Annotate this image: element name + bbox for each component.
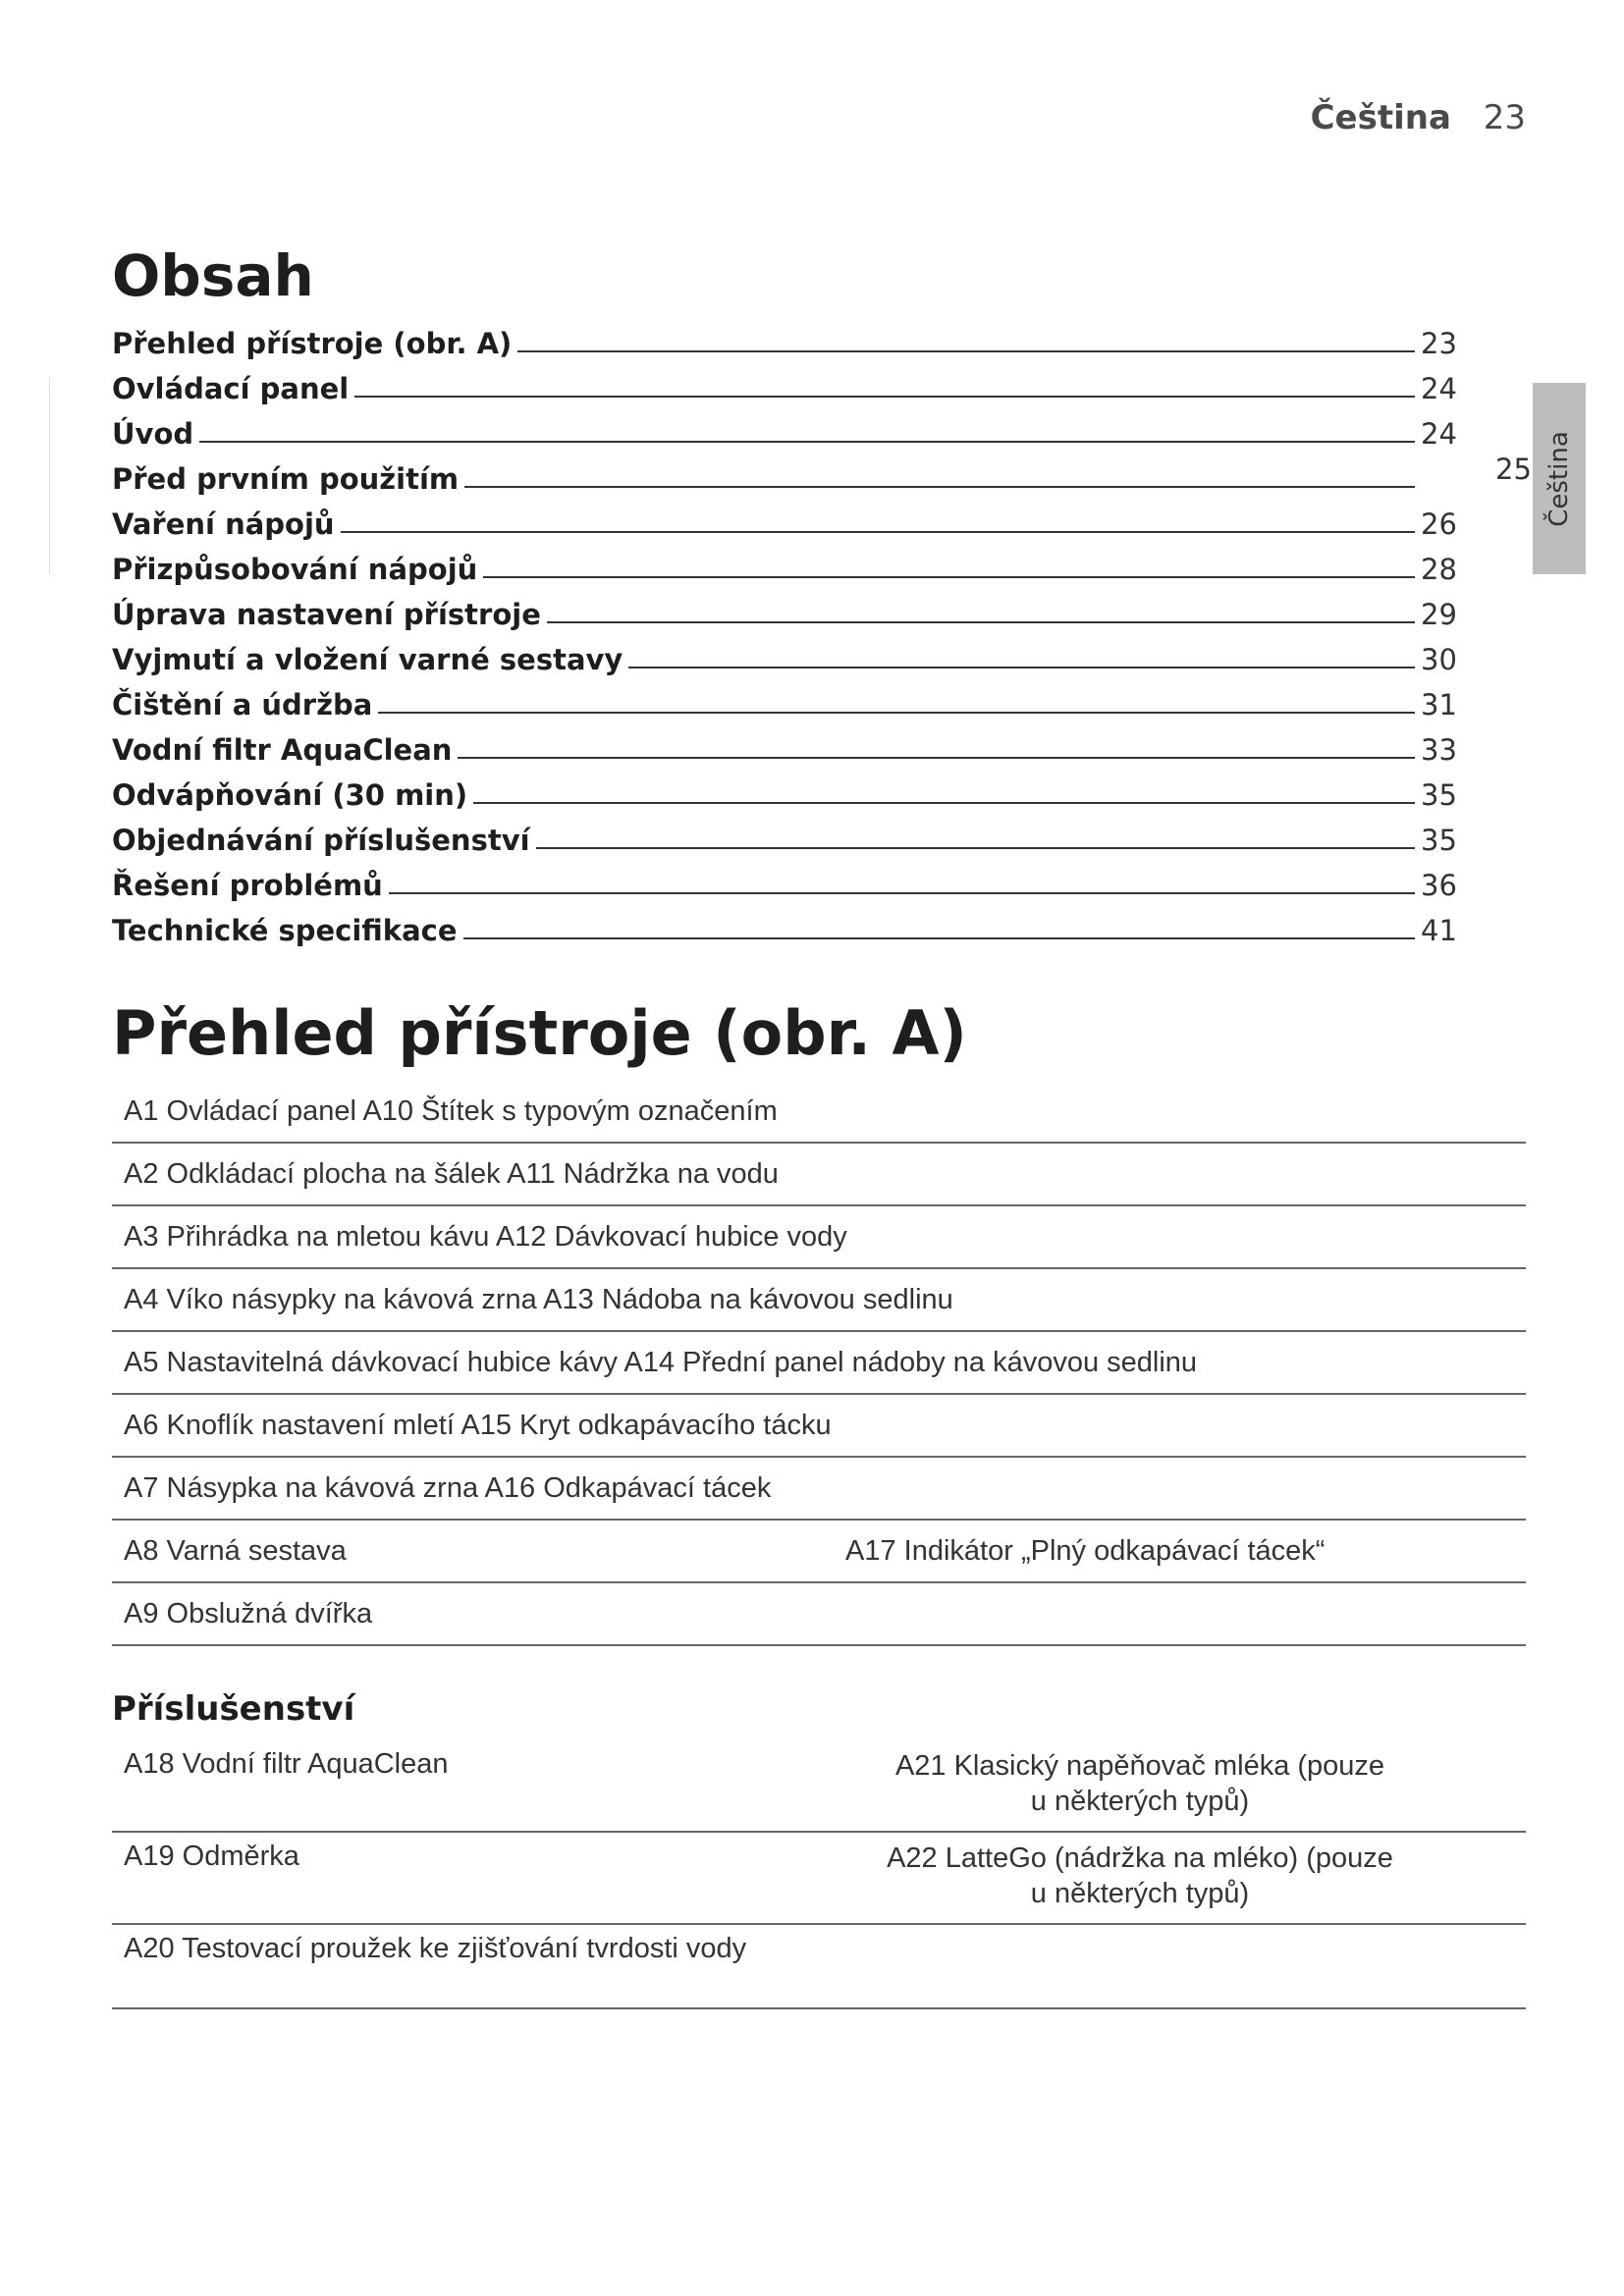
parts-row: [112, 1395, 1526, 1458]
parts-row: [112, 1144, 1526, 1206]
part-label: A4 Víko násypky na kávová zrna A13 Nádoba na kávovou sedlinu: [124, 1283, 953, 1315]
accessory-label: A20 Testovací proužek ke zjišťování tvrdosti vody: [124, 1933, 747, 1964]
toc-entry-label: Úprava nastavení přístroje: [112, 598, 541, 631]
toc-entry-label: Úvod: [112, 417, 194, 451]
toc-entry-page: 35: [1421, 778, 1457, 812]
main-content: [112, 240, 1526, 2009]
part-label: A17 Indikátor „Plný odkapávací tácek“: [845, 1534, 1326, 1567]
toc-entry-page: 41: [1421, 914, 1457, 947]
header-language: Čeština: [1310, 98, 1451, 137]
accessory-label-line2: u některých typů): [1030, 1786, 1250, 1817]
toc-leader: [199, 441, 1415, 443]
page-header: [1311, 98, 1526, 137]
parts-row: [112, 1458, 1526, 1521]
parts-list: [112, 1081, 1526, 1646]
page-number: 23: [1483, 98, 1526, 137]
toc-entry-label: Řešení problémů: [112, 869, 383, 902]
part-label: A8 Varná sestava: [124, 1534, 347, 1567]
toc-title: Obsah: [112, 242, 314, 309]
part-label: A7 Násypka na kávová zrna A16 Odkapávací tácek: [124, 1471, 772, 1504]
language-tab[interactable]: [1533, 383, 1586, 574]
part-label: A9 Obslužná dvířka: [124, 1597, 373, 1629]
toc-entry-label: Vaření nápojů: [112, 507, 335, 541]
toc-entry-label: Technické specifikace: [112, 914, 458, 947]
toc-entry[interactable]: [112, 315, 1472, 360]
toc-entry-page: 23: [1421, 327, 1457, 360]
toc-entry[interactable]: [112, 676, 1472, 721]
accessory-row: [112, 1740, 1526, 1833]
toc-leader: [536, 847, 1415, 849]
toc-entry-page: 30: [1421, 643, 1457, 676]
accessory-label: [865, 1748, 1415, 1819]
parts-row: [112, 1332, 1526, 1395]
accessory-label: A19 Odměrka: [124, 1841, 299, 1872]
toc-entry-page: 35: [1421, 824, 1457, 857]
part-label: A6 Knoflík nastavení mletí A15 Kryt odkapávacího tácku: [124, 1409, 832, 1441]
toc-entry-label: Vyjmutí a vložení varné sestavy: [112, 643, 623, 676]
toc-entry[interactable]: [112, 902, 1472, 947]
toc-entry-page: 36: [1421, 869, 1457, 902]
accessory-row: [112, 1925, 1526, 2009]
toc-leader: [389, 892, 1415, 894]
overview-title: Přehled přístroje (obr. A): [112, 997, 967, 1069]
toc-leader: [628, 667, 1415, 668]
toc-entry[interactable]: [112, 541, 1472, 586]
language-tab-label: Čeština: [1544, 430, 1574, 527]
toc-entry[interactable]: [112, 631, 1472, 676]
side-page-number: 25: [1495, 453, 1532, 486]
accessories-title: Příslušenství: [112, 1689, 355, 1729]
toc-entry-label: Před prvním použitím: [112, 462, 460, 496]
parts-row: [112, 1583, 1526, 1646]
toc-leader: [517, 350, 1415, 352]
toc-entry[interactable]: [112, 405, 1472, 451]
toc-entry-page: 33: [1421, 733, 1457, 767]
toc-entry-page: 26: [1421, 507, 1457, 541]
toc-entry[interactable]: [112, 586, 1472, 631]
toc-leader: [378, 712, 1415, 714]
toc-leader: [483, 576, 1415, 578]
part-label: A1 Ovládací panel A10 Štítek s typovým označením: [124, 1095, 778, 1127]
toc-entry-label: Odvápňování (30 min): [112, 778, 468, 812]
parts-row: [112, 1081, 1526, 1144]
part-label: A3 Přihrádka na mletou kávu A12 Dávkovací hubice vody: [124, 1220, 847, 1253]
toc-leader: [547, 621, 1415, 623]
toc-entry-label: Čištění a údržba: [112, 688, 373, 721]
parts-row: [112, 1269, 1526, 1332]
toc-leader: [473, 802, 1415, 804]
toc-entry-label: Přizpůsobování nápojů: [112, 553, 478, 586]
toc-entry-page: 28: [1421, 553, 1457, 586]
toc-entry[interactable]: [112, 496, 1472, 541]
toc-entry[interactable]: [112, 767, 1472, 812]
toc-leader: [463, 937, 1415, 939]
parts-row: [112, 1521, 1526, 1583]
toc-entry-label: Objednávání příslušenství: [112, 824, 530, 857]
accessory-row: [112, 1833, 1526, 1925]
accessory-label: A18 Vodní filtr AquaClean: [124, 1748, 449, 1780]
toc-entry-page: 24: [1421, 417, 1457, 451]
toc-entry-page: 29: [1421, 598, 1457, 631]
parts-row: [112, 1206, 1526, 1269]
toc-leader: [354, 396, 1415, 398]
part-label: A2 Odkládací plocha na šálek A11 Nádržka na vodu: [124, 1157, 779, 1190]
margin-rule: [49, 378, 50, 574]
toc-entry-page: 31: [1421, 688, 1457, 721]
accessory-label: [865, 1841, 1415, 1911]
toc-entry-label: Vodní filtr AquaClean: [112, 733, 453, 767]
toc-entry[interactable]: [112, 857, 1472, 902]
accessory-label-line2: u některých typů): [1030, 1878, 1250, 1909]
toc-entry[interactable]: [112, 721, 1472, 767]
part-label: A5 Nastavitelná dávkovací hubice kávy A14 Přední panel nádoby na kávovou sedlinu: [124, 1346, 1198, 1378]
toc-entry[interactable]: [112, 451, 1472, 496]
accessory-label-line1: A22 LatteGo (nádržka na mléko) (pouze: [887, 1842, 1393, 1874]
toc-entry[interactable]: [112, 360, 1472, 405]
toc-leader: [341, 531, 1415, 533]
toc-entry[interactable]: [112, 812, 1472, 857]
toc-leader: [458, 757, 1415, 759]
accessory-label-line1: A21 Klasický napěňovač mléka (pouze: [894, 1750, 1385, 1782]
toc-entry-label: Ovládací panel: [112, 372, 350, 405]
table-of-contents: [112, 315, 1472, 947]
toc-leader: [464, 486, 1415, 488]
toc-entry-page: 24: [1421, 372, 1457, 405]
toc-entry-label: Přehled přístroje (obr. A): [112, 327, 513, 360]
accessories-list: [112, 1740, 1526, 2009]
